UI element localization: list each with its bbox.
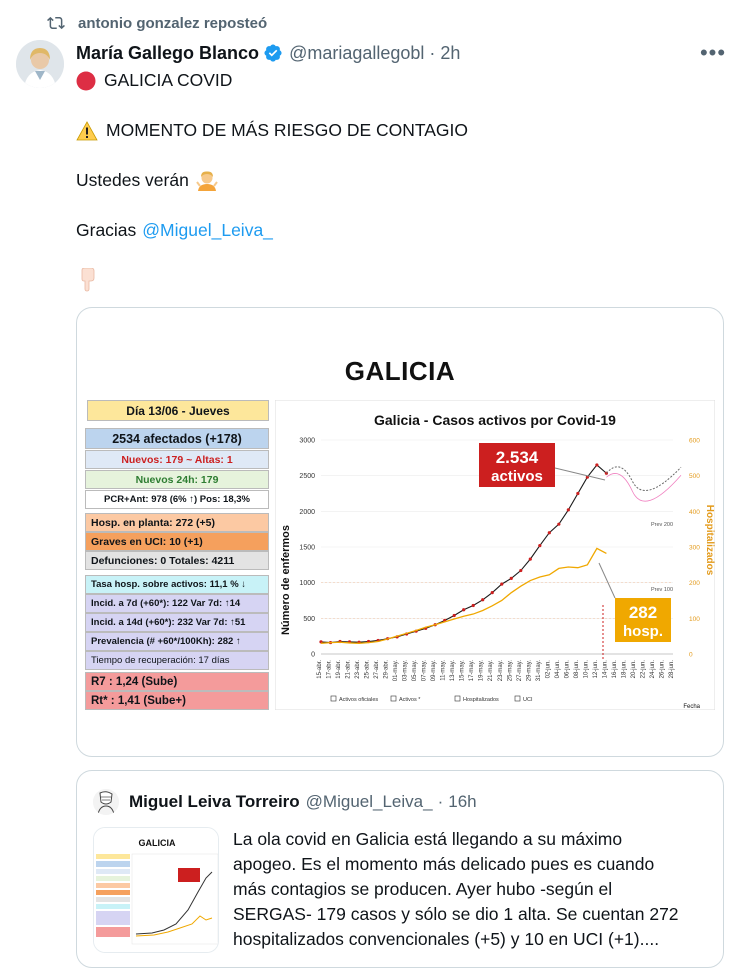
x-tick-label: 18-jun.: [621, 660, 628, 679]
quote-line: más contagios se producen. Ayer hubo -según el: [233, 879, 613, 899]
x-tick-label: 26-jun.: [659, 660, 666, 679]
separator-dot: ·: [437, 792, 444, 811]
retweet-header[interactable]: [46, 12, 267, 34]
x-tick-label: 17-abr.: [326, 660, 333, 679]
panel-recovery: Tiempo de recuperación: 17 días: [85, 651, 269, 670]
y2-tick-label: 200: [689, 580, 700, 588]
author-avatar[interactable]: [16, 40, 64, 88]
x-tick-label: 28-jun.: [669, 660, 675, 679]
quote-line: apogeo. Es el momento más delicado pues es cuando: [233, 854, 655, 874]
quote-text: [233, 827, 713, 952]
x-tick-label: 20-jun.: [630, 660, 637, 679]
panel-deaths: Defunciones: 0 Totales: 4211: [85, 551, 269, 570]
y-tick-label: 2500: [299, 473, 315, 481]
active-cases-chart: [275, 400, 715, 710]
x-tick-label: 23-may.: [497, 660, 504, 682]
data-point: [491, 591, 494, 594]
x-tick-label: 01-may.: [393, 660, 400, 682]
data-point: [538, 544, 541, 547]
quote-author-avatar[interactable]: [93, 789, 119, 815]
panel-new-discharges: Nuevos: 179 ~ Altas: 1: [85, 450, 269, 469]
legend-item: Activos oficiales: [339, 697, 379, 703]
quote-line: La ola covid en Galicia está llegando a su máximo: [233, 829, 623, 849]
y-tick-label: 3000: [299, 437, 315, 445]
x-tick-label: 24-jun.: [649, 660, 656, 679]
x-tick-label: 14-jun.: [602, 660, 609, 679]
author-handle[interactable]: @mariagallegobl: [289, 42, 425, 63]
data-point: [567, 508, 570, 511]
thumb-title: GALICIA: [138, 838, 176, 848]
x-tick-label: 19-may.: [478, 660, 485, 682]
tweet-line-4: [76, 218, 273, 243]
x-tick-label: 25-abr.: [364, 660, 371, 679]
tweet-line-1-text: GALICIA COVID: [104, 70, 233, 90]
x-tick-label: 10-jun.: [583, 660, 590, 679]
data-point: [481, 598, 484, 601]
quote-author-name[interactable]: Miguel Leiva Torreiro: [129, 792, 300, 811]
y-tick-label: 500: [303, 615, 315, 623]
y-tick-label: 2000: [299, 508, 315, 516]
legend-item: Activos *: [399, 697, 421, 703]
y2-axis-label: Hospitalizados: [704, 504, 715, 576]
x-tick-label: 31-may.: [535, 660, 542, 682]
x-tick-label: 15-abr.: [317, 660, 323, 679]
tweet-header: [76, 40, 734, 66]
x-tick-label: 27-may.: [516, 660, 523, 682]
x-tick-label: 12-jun.: [592, 660, 599, 679]
x-tick-label: 16-jun.: [611, 660, 618, 679]
tweet-line-2-text: MOMENTO DE MÁS RIESGO DE CONTAGIO: [106, 120, 469, 140]
y2-tick-label: 100: [689, 615, 700, 623]
y2-tick-label: 500: [689, 473, 700, 481]
x-tick-label: 03-may.: [402, 660, 409, 682]
red-circle-icon: [76, 71, 96, 91]
x-tick-label: 13-may.: [450, 660, 457, 682]
tweet-line-4-text: Gracias: [76, 220, 137, 240]
x-tick-label: 09-may.: [431, 660, 438, 682]
x-tick-label: 21-abr.: [345, 660, 352, 679]
x-tick-label: 29-may.: [526, 660, 533, 682]
y2-tick-label: 400: [689, 508, 700, 516]
x-tick-label: 17-may.: [469, 660, 476, 682]
data-point: [595, 463, 598, 466]
x-tick-label: 25-may.: [507, 660, 514, 682]
pointing-down-icon: [76, 268, 98, 292]
quote-header: [93, 787, 477, 817]
verified-badge-icon: [263, 43, 283, 63]
y2-tick-label: 600: [689, 437, 700, 445]
y2-tick-label: 0: [689, 651, 693, 659]
tweet-timestamp[interactable]: 2h: [440, 42, 461, 63]
data-point: [472, 604, 475, 607]
panel-hosp-rate: Tasa hosp. sobre activos: 11,1 % ↓: [85, 575, 269, 594]
separator-dot: ·: [429, 42, 436, 63]
panel-day: Día 13/06 - Jueves: [87, 400, 269, 421]
data-point: [548, 531, 551, 534]
active-callout-label: activos: [491, 468, 543, 485]
x-tick-label: 27-abr.: [374, 660, 381, 679]
x-tick-label: 19-abr.: [336, 660, 343, 679]
panel-inc7: Incid. a 7d (+60*): 122 Var 7d: ↑14: [85, 594, 269, 613]
active-callout-value: 2.534: [495, 448, 539, 467]
quote-line: hospitalizados convencionales (+5) y 10 en UCI (+1)....: [233, 929, 660, 949]
data-point: [519, 569, 522, 572]
chart-title: Galicia - Casos activos por Covid-19: [374, 412, 616, 428]
x-tick-label: 23-abr.: [355, 660, 362, 679]
panel-pcr: PCR+Ant: 978 (6% ↑) Pos: 18,3%: [85, 490, 269, 509]
legend-item: UCI: [523, 697, 533, 703]
panel-inc14: Incid. a 14d (+60*): 232 Var 7d: ↑51: [85, 613, 269, 632]
y-tick-label: 1000: [299, 580, 315, 588]
data-point: [453, 614, 456, 617]
more-options-button[interactable]: [700, 40, 726, 66]
quote-timestamp[interactable]: 16h: [448, 792, 477, 811]
x-tick-label: 07-may.: [421, 660, 428, 682]
data-point: [557, 523, 560, 526]
y2-tick-label: 300: [689, 544, 700, 552]
x-axis-label: Fecha: [683, 704, 700, 710]
tweet-line-3: [76, 168, 218, 193]
author-name[interactable]: María Gallego Blanco: [76, 42, 260, 63]
x-tick-label: 21-may.: [488, 660, 495, 682]
x-tick-label: 08-jun.: [573, 660, 580, 679]
hosp-callout-value: 282: [628, 603, 658, 622]
x-tick-label: 29-abr.: [383, 660, 390, 679]
retweet-label: antonio gonzalez reposteó: [78, 14, 268, 32]
x-tick-label: 02-jun.: [545, 660, 552, 679]
media-image-card[interactable]: [76, 307, 724, 757]
panel-icu: Graves en UCI: 10 (+1): [85, 532, 269, 551]
quote-line: SERGAS- 179 casos y sólo se dio 1 alta. Se cuentan 272: [233, 904, 679, 924]
panel-prevalence: Prevalencia (# +60*/100Kh): 282 ↑: [85, 632, 269, 651]
panel-r7: R7 : 1,24 (Sube): [85, 672, 269, 691]
y-tick-label: 1500: [299, 544, 315, 552]
legend-item: Hospitalizados: [463, 697, 499, 703]
panel-affected: 2534 afectados (+178): [85, 428, 269, 449]
tweet-line-5: [76, 268, 98, 292]
panel-hosp: Hosp. en planta: 272 (+5): [85, 513, 269, 532]
quote-author-handle[interactable]: @Miguel_Leiva_: [305, 792, 433, 811]
y-tick-label: 0: [311, 651, 315, 659]
x-tick-label: 04-jun.: [554, 660, 561, 679]
x-tick-label: 06-jun.: [564, 660, 571, 679]
prev100-label: Prev 100: [650, 587, 673, 593]
tweet-line-3-text: Ustedes verán: [76, 170, 189, 190]
data-point: [510, 577, 513, 580]
tweet-line-1: [76, 68, 232, 93]
panel-rt: Rt* : 1,41 (Sube+): [85, 691, 269, 710]
quote-thumbnail[interactable]: [93, 827, 219, 953]
tweet-line-2: [76, 118, 468, 143]
x-tick-label: 05-may.: [412, 660, 419, 682]
data-point: [500, 582, 503, 585]
quoted-tweet[interactable]: [76, 770, 724, 968]
hosp-callout-label: hosp.: [623, 623, 663, 640]
person-shrugging-icon: [196, 170, 218, 192]
panel-new-24h: Nuevos 24h: 179: [85, 470, 269, 489]
retweet-icon: [46, 14, 66, 32]
y-axis-label: Número de enfermos: [280, 524, 292, 636]
more-options-icon: •••: [699, 40, 727, 65]
x-tick-label: 15-may.: [459, 660, 466, 682]
x-tick-label: 22-jun.: [640, 660, 647, 679]
infographic-title: GALICIA: [344, 356, 456, 386]
data-point: [576, 492, 579, 495]
prev200-label: Prev 200: [650, 522, 673, 528]
data-point: [529, 558, 532, 561]
data-point: [462, 608, 465, 611]
x-tick-label: 11-may.: [440, 660, 447, 681]
mention-link[interactable]: @Miguel_Leiva_: [142, 220, 273, 240]
warning-icon: [76, 121, 98, 141]
